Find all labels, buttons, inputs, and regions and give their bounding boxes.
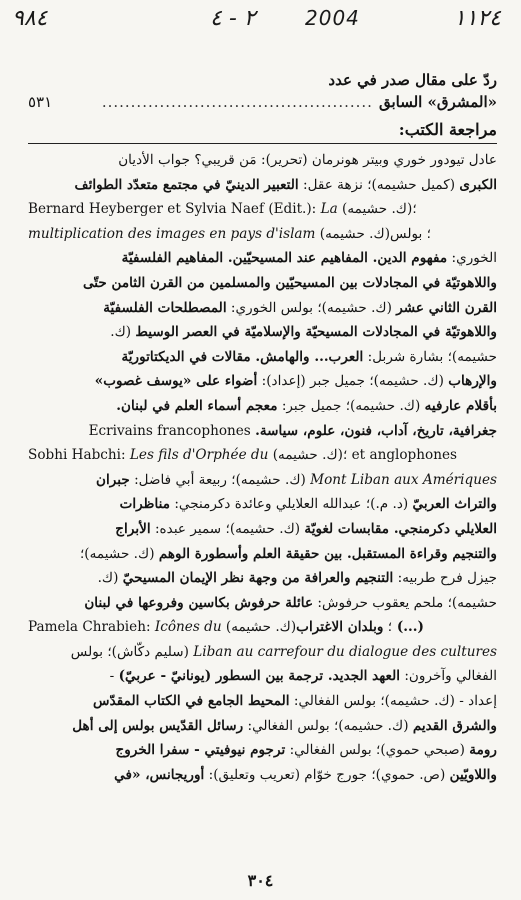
toc-entry-title: ردّ على مقال صدر في عدد [328,71,497,89]
bold-title-run: العرب... والهامش. مقالات في الديكتاتوريّة [121,348,364,365]
text-run: (ك. [110,324,136,341]
section-heading: مراجعة الكتب: [398,120,497,139]
text-line [28,640,497,665]
bold-title-run: التنجيم والعرافة من وجهة نظر الإيمان المسيحيّ [122,570,394,587]
text-run: (صبحي حموي)؛ بولس الفغالي: [285,742,470,759]
bold-title-run: والإرهاب [448,373,497,390]
italic-title-run: multiplication des images en pays d'islam [28,225,316,242]
bold-title-run: رومة [469,742,497,759]
italic-title-run: La [320,201,338,218]
bold-title-run: رسائل القدّيس بولس إلى أهل [72,717,244,734]
bold-title-run: المحيط الجامع في الكتاب المقدّس [93,693,290,710]
text-run: (ك. حشيمه)؛ سمير عبده: [150,520,305,537]
text-run: (سليم دكّاش)؛ بولس [70,643,194,660]
text-line [28,246,497,271]
bold-title-run: بأقلام عارفيه [424,397,497,414]
text-line [28,542,497,567]
toc-entry-row [28,91,497,113]
text-run: (د. م.)؛ عبدالله العلايلي وعائدة دكرمنجي: [170,496,413,513]
text-run: - [109,668,119,685]
bold-title-run: أضواء على «يوسف غصوب» [94,373,258,390]
bold-title-run: معجم أسماء العلم في لبنان. [116,397,278,414]
text-run: جيزل فرح طربيه: [393,570,497,587]
italic-title-run: Mont Liban aux Amériques [310,471,497,488]
bold-title-run: مناظرات [119,496,171,513]
text-line [28,394,497,419]
text-run: الخوري: [447,250,497,267]
text-run: الفغالي وآخرون: [400,668,497,685]
text-line [28,197,497,222]
bold-title-run: الأبراج [115,520,151,537]
bold-title-run: المصطلحات الفلسفيّة [103,299,227,316]
text-line [28,738,497,763]
italic-title-run: Liban au carrefour du dialogue des cultures [193,643,497,660]
handwritten-note-right: ١١٢٤ [453,6,501,31]
text-run: (ك. حشيمه)؛ ربيعة أبي فاضل: [129,471,311,488]
text-line [28,419,497,444]
bold-title-run: العهد الجديد. ترجمة بين السطور (يونانيّ - عربيّ) [118,668,401,685]
text-run: Bernard Heyberger et Sylvia Naef (Edit.): [28,201,321,218]
italic-title-run: Icônes du [154,619,222,636]
text-line [28,173,497,198]
bold-title-run: واللاهوتيّة في المجادلات بين المسيحيّين والمسلمين من القرن الثامن حتّى [82,274,497,291]
italic-title-run: Les fils d'Orphée du [129,447,269,464]
text-run: حشيمه)؛ ملحم يعقوب حرفوش: [313,594,497,611]
bold-title-run: أوريجانس، «في [114,766,205,783]
handwritten-note-left: ٩٨٤ [12,6,48,31]
text-line [28,763,497,788]
text-run: (ك. حشيمه)؛ جميل جبر (إعداد): [257,373,449,390]
bold-title-run: التعبير الدينيّ في مجتمع متعدّد الطوائف [74,176,299,193]
text-run: (ص. حموي)؛ جورج خوّام (تعريب وتعليق): [204,766,450,783]
text-run: (كميل حشيمه)؛ نزهة عقل: [298,176,460,193]
text-line [28,443,497,468]
text-line [28,615,497,640]
handwritten-note-year: 2004 [305,6,360,30]
text-line [28,689,497,714]
toc-entry-subtitle: «المشرق» السابق [378,93,497,111]
section-divider [28,143,497,144]
page-content [28,70,497,787]
text-run: عادل تيودور خوري وبيتر هونرمان (تحرير): مَن قريبي؟ جواب الأديان [118,152,497,168]
text-line [28,345,497,370]
text-line [28,714,497,739]
bold-title-run: جبران [96,471,130,488]
bold-title-run: الكبرى [459,176,497,193]
text-line [28,369,497,394]
page-number: ٣٠٤ [247,871,274,890]
text-line [28,271,497,296]
bold-title-run: واللاويّين [449,766,497,783]
text-line [28,492,497,517]
text-run: (ك. حشيمه)؛ بولس [315,225,431,242]
text-line [28,320,497,345]
text-run: حشيمه)؛ بشارة شربل: [363,348,497,365]
bold-title-run: جغرافية، تاريخ، آداب، فنون، علوم، سياسة. [255,422,497,439]
bold-title-run: ترجوم نيوفيتي - سفرا الخروج [115,742,286,759]
text-run: (ك. حشيمه)؛ et anglophones [268,447,457,464]
bold-title-run: مفهوم الدين. المفاهيم عند المسيحيّين. المفاهيم الفلسفيّة [121,250,448,267]
toc-leader-dots: ............................................... [101,93,373,111]
text-line [28,664,497,689]
text-line [28,296,497,321]
bold-title-run: وبلدان الاغتراب (...) [296,619,424,636]
bold-title-run: القرن الثاني عشر [396,299,497,316]
text-run: (ك. حشيمه)؛ بولس الخوري: [226,299,397,316]
text-line [28,517,497,542]
text-run: (ك. حشيمه)؛ بولس الفغالي: [243,717,413,734]
text-run: إعداد - (ك. حشيمه)؛ بولس الفغالي: [289,693,497,710]
bold-title-run: والشرق القديم [412,717,497,734]
text-run: Sobhi Habchi: [28,447,130,464]
text-line [28,566,497,591]
text-run: Ecrivains francophones [88,422,256,439]
text-run: Pamela Chrabieh: [28,619,155,636]
text-run: (ك. حشيمه)؛ جميل جبر: [277,397,425,414]
text-line [28,148,497,173]
bold-title-run: والتراث العربيّ [412,496,497,513]
handwritten-note-issue: ٢ - ٤ [210,6,256,31]
text-line [28,468,497,493]
text-run: (ك. [97,570,123,587]
text-run: (ك. حشيمه)؛ [221,619,393,636]
text-run: (ك. حشيمه)؛ [79,545,159,562]
bold-title-run: عائلة حرفوش بكاسين وفروعها في لبنان [84,594,314,611]
text-line [28,222,497,247]
bold-title-run: والتنجيم وقراءة المستقبل. بين حقيقة العلم وأسطورة الوهم [158,545,497,562]
book-reviews-list [28,148,497,787]
bold-title-run: العلايلي دكرمنجي. مقابسات لغويّة [304,520,497,537]
text-line [28,591,497,616]
toc-page-number: ٥٣١ [28,93,53,111]
bold-title-run: واللاهوتيّة في المجادلات المسيحيّة والإسلاميّة في العصر الوسيط [135,324,497,341]
text-run: (ك. حشيمه)؛ [337,201,417,218]
